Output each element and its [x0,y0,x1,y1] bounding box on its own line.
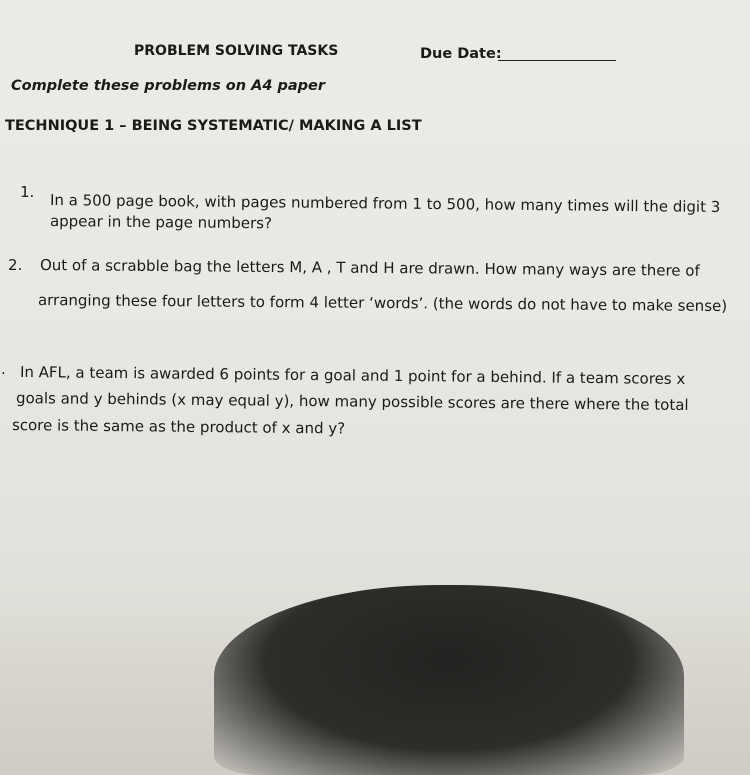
technique-heading: TECHNIQUE 1 – BEING SYSTEMATIC/ MAKING A LIST [5,118,422,134]
instructions-subtitle: Complete these problems on A4 paper [11,78,325,94]
question-3-text-line-3: score is the same as the product of x and y? [11,416,346,438]
question-2-text-line-1: Out of a scrabble bag the letters M, A , T and H are drawn. How many ways are there of [39,256,700,280]
question-3-text-line-1: In AFL, a team is awarded 6 points for a goal and 1 point for a behind. If a team scores x [19,363,686,388]
question-1-text-line-1: In a 500 page book, with pages numbered from 1 to 500, how many times will the digit 3 [49,191,721,217]
due-date-blank-line [498,60,616,61]
question-3-number: . [1,360,6,378]
question-1-text-line-2: appear in the page numbers? [49,212,273,233]
due-date-label: Due Date: [420,46,502,62]
question-2-text-line-2: arranging these four letters to form 4 letter ‘words’. (the words do not have to make sense) [37,291,728,316]
worksheet-title: PROBLEM SOLVING TASKS [134,43,339,59]
question-1-number: 1. [19,182,35,202]
camera-shadow [214,585,684,775]
question-3-text-line-2: goals and y behinds (x may equal y), how many possible scores are there where the total [15,389,689,415]
question-2-number: 2. [8,256,23,274]
